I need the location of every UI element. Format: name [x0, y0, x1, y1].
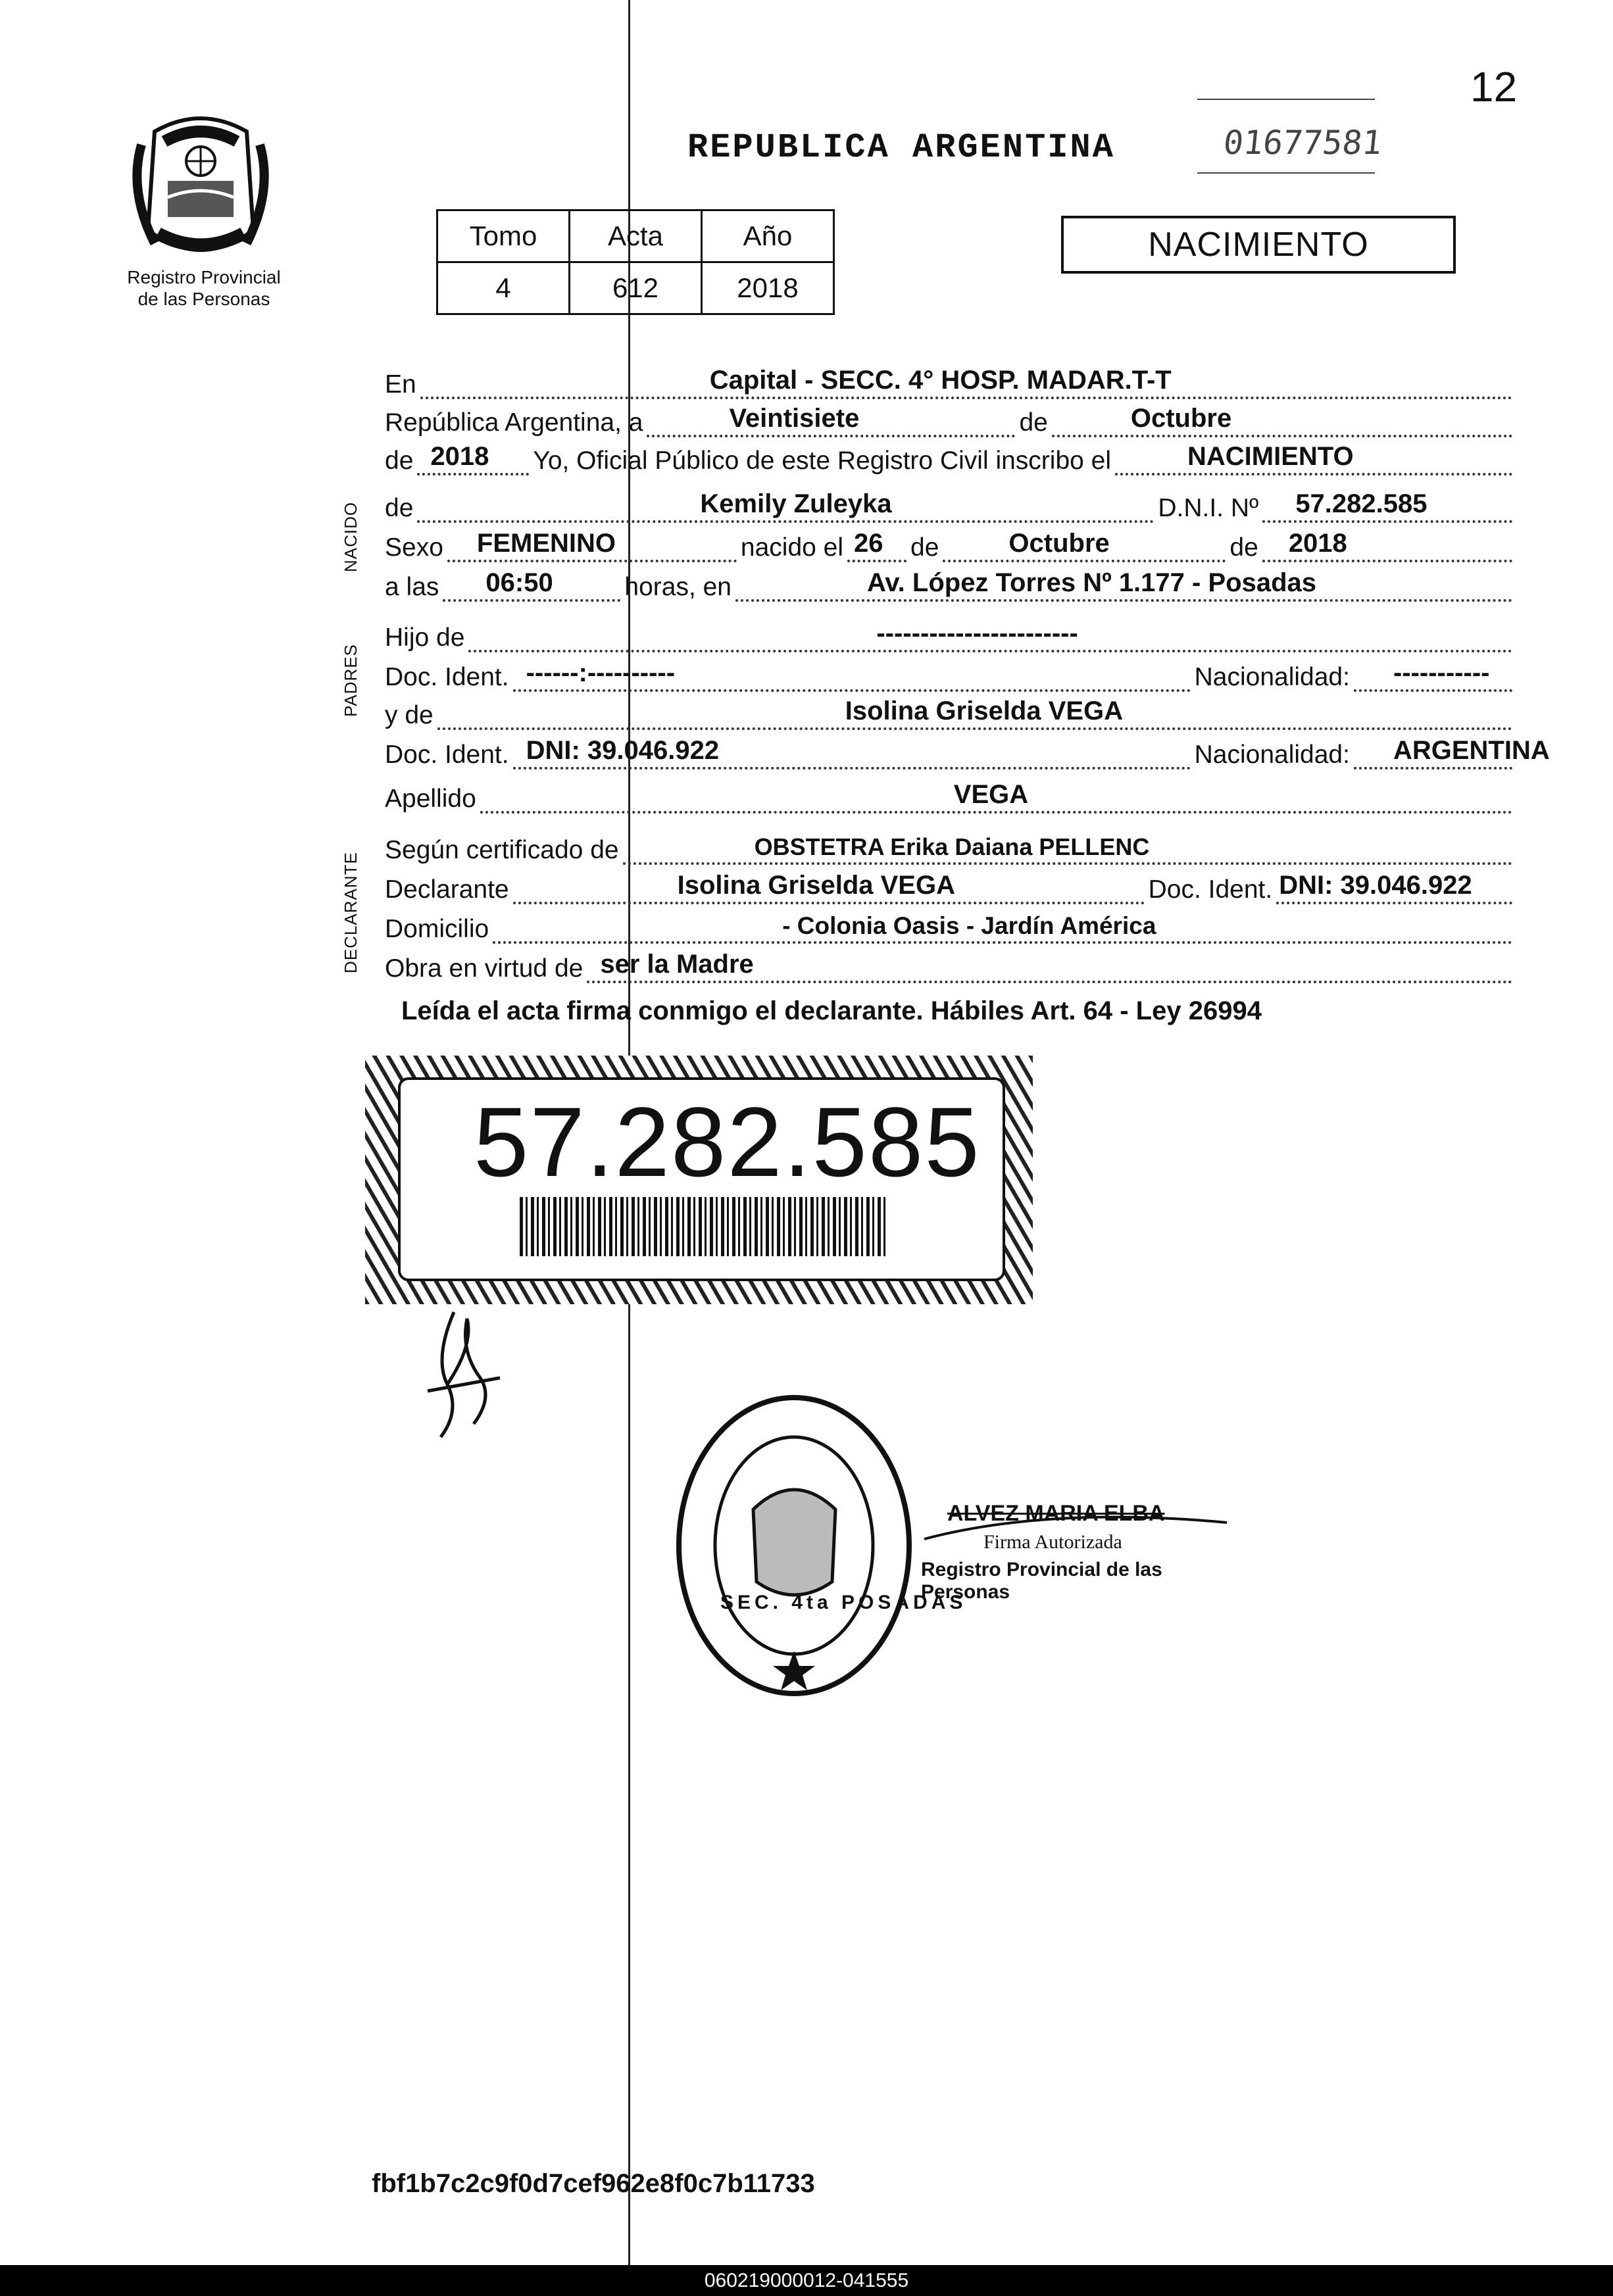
authorized-registry: Registro Provincial de las Personas	[921, 1559, 1162, 1603]
row-doc2	[385, 729, 1550, 769]
surname: VEGA	[953, 780, 1029, 809]
doc2-label: Doc. Ident.	[385, 741, 509, 769]
registry-label-line-1: Registro Provincial	[127, 267, 281, 287]
side-label-nacido: NACIDO	[341, 501, 360, 572]
row-doc1	[385, 651, 1516, 692]
declarante-label: Declarante	[385, 875, 509, 904]
mother-doc: DNI: 39.046.922	[526, 736, 720, 765]
declarant-relation: ser la Madre	[600, 950, 754, 979]
stamp-inner-text: SEC. 4ta POSADAS	[720, 1592, 967, 1613]
registration-year: 2018	[430, 442, 489, 471]
row-year	[385, 435, 1516, 476]
sexo-value: FEMENINO	[476, 529, 616, 558]
birth-year: 2018	[1288, 529, 1347, 558]
month-in-words: Octubre	[1130, 404, 1232, 433]
authorized-role: Firma Autorizada	[983, 1531, 1122, 1553]
register-value-tomo: 4	[437, 262, 570, 314]
nacido-label: nacido el	[740, 533, 844, 562]
certifier: OBSTETRA Erika Daiana PELLENC	[754, 833, 1150, 860]
row-declarante	[385, 864, 1516, 904]
cert-label: Según certificado de	[385, 836, 619, 864]
apellido-label: Apellido	[385, 785, 476, 813]
domicilio-label: Domicilio	[385, 915, 489, 943]
obra-label: Obra en virtud de	[385, 954, 583, 983]
father-name: -----------------------	[876, 619, 1078, 648]
register-header-acta: Acta	[570, 210, 702, 262]
province-crest-logo	[115, 105, 286, 276]
row-name	[385, 482, 1516, 523]
nac1-label: Nacionalidad:	[1194, 663, 1350, 691]
birth-day: 26	[854, 529, 883, 558]
row-hijo	[385, 612, 1516, 652]
row-apellido	[385, 773, 1516, 814]
serial-rule-top	[1197, 99, 1375, 100]
place-of-registration: Capital - SECC. 4° HOSP. MADAR.T-T	[709, 366, 1172, 395]
sexo-label: Sexo	[385, 533, 443, 562]
row-republica	[385, 397, 1516, 437]
yo-text: Yo, Oficial Público de este Registro Civil inscribo el	[533, 447, 1112, 475]
row-sexo	[385, 522, 1516, 562]
row-domicilio	[385, 903, 1516, 944]
address: - Colonia Oasis - Jardín América	[782, 912, 1156, 939]
mother-nationality: ARGENTINA	[1393, 736, 1550, 765]
father-doc: ------:----------	[526, 658, 676, 687]
de3-label: de	[910, 533, 939, 562]
dni-label: D.N.I. Nº	[1158, 494, 1259, 522]
birth-month: Octubre	[1008, 529, 1110, 558]
declarant-doc: DNI: 39.046.922	[1279, 871, 1472, 900]
authorized-signer-name: ALVEZ MARIA ELBA	[947, 1501, 1165, 1526]
barcode-bars	[520, 1197, 888, 1256]
declarant-name: Isolina Griselda VEGA	[677, 871, 955, 900]
birth-time: 06:50	[485, 568, 553, 597]
doc1-label: Doc. Ident.	[385, 663, 509, 691]
barcode-number: 57.282.585	[474, 1087, 981, 1197]
register-header-anio: Año	[702, 210, 834, 262]
de4-label: de	[1229, 533, 1258, 562]
child-dni: 57.282.585	[1295, 489, 1427, 518]
row-en	[385, 358, 1516, 399]
authorization-block	[918, 1493, 1247, 1624]
alas-label: a las	[385, 573, 439, 601]
serial-number: 01677581	[1221, 124, 1384, 162]
act-type-box: NACIMIENTO	[1061, 216, 1456, 274]
register-value-acta: 612	[570, 262, 702, 314]
register-value-anio: 2018	[702, 262, 834, 314]
hijo-label: Hijo de	[385, 623, 465, 652]
row-hora	[385, 561, 1516, 602]
nac2-label: Nacionalidad:	[1194, 741, 1350, 769]
decl-doc-label: Doc. Ident.	[1148, 875, 1273, 904]
republica-label: República Argentina, a	[385, 408, 643, 437]
mother-name: Isolina Griselda VEGA	[845, 696, 1124, 725]
register-header-tomo: Tomo	[437, 210, 570, 262]
side-label-declarante: DECLARANTE	[341, 852, 360, 973]
horas-label: horas, en	[624, 573, 732, 601]
name-label: de	[385, 494, 414, 522]
yde-label: y de	[385, 701, 434, 729]
page-number: 12	[1470, 63, 1518, 110]
row-obra	[385, 942, 1516, 983]
registry-label	[99, 266, 309, 310]
child-name: Kemily Zuleyka	[700, 489, 892, 518]
father-nationality: -----------	[1393, 658, 1490, 687]
en-label: En	[385, 370, 416, 399]
footer-code: 060219000012-041555	[704, 2270, 909, 2291]
de2-label: de	[385, 447, 414, 475]
registry-label-line-2: de las Personas	[137, 289, 270, 309]
act-value: NACIMIENTO	[1187, 442, 1354, 471]
day-in-words: Veintisiete	[729, 404, 860, 433]
official-stamp	[674, 1391, 914, 1700]
de-label: de	[1019, 408, 1048, 437]
closing-statement: Leída el acta firma conmigo el declarante. Hábiles Art. 64 - Ley 26994	[401, 996, 1262, 1025]
register-table	[436, 209, 835, 315]
country-title: REPUBLICA ARGENTINA	[687, 128, 1115, 167]
row-ydе	[385, 689, 1516, 730]
row-certificado	[385, 824, 1516, 865]
document-hash: fbf1b7c2c9f0d7cef962e8f0c7b11733	[372, 2169, 815, 2198]
signature-scribble	[414, 1306, 513, 1450]
serial-rule-bottom	[1197, 172, 1375, 174]
birth-place: Av. López Torres Nº 1.177 - Posadas	[867, 568, 1316, 597]
side-label-padres: PADRES	[341, 644, 360, 717]
